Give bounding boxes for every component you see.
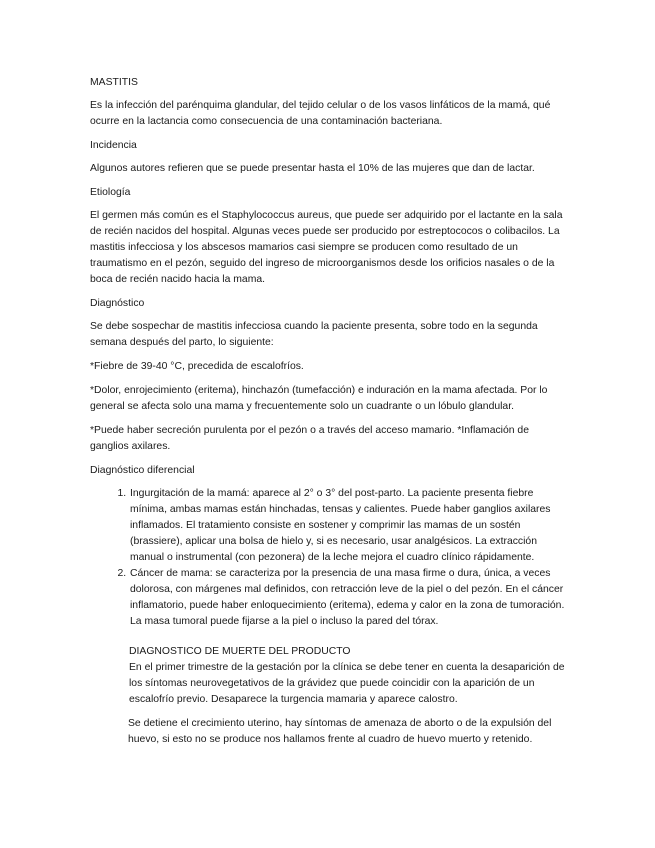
diagnostico-item-secrecion: *Puede haber secreción purulenta por el pezón o a través del acceso mamario. *Inflamación de ganglios axilares. [90,425,529,452]
muerte-heading: DIAGNOSTICO DE MUERTE DEL PRODUCTO [129,646,351,657]
diferencial-heading: Diagnóstico diferencial [90,465,195,476]
muerte-paragraph-2: Se detiene el crecimiento uterino, hay síntomas de amenaza de aborto o de la expulsión del huevo, si esto no se produce nos hallamos frente al cuadro de huevo muerto y retenido. [128,718,552,745]
diagnostico-item-fiebre: *Fiebre de 39-40 °C, precedida de escalofríos. [90,361,304,372]
diagnostico-item-dolor: *Dolor, enrojecimiento (eritema), hinchazón (tumefacción) e induración en la mama afectada. Por lo general se afecta solo una mama y frecuentemente solo un cuadrante o un lóbulo glandular. [90,385,548,412]
diagnostico-intro: Se debe sospechar de mastitis infecciosa cuando la paciente presenta, sobre todo en la segunda semana después del parto, lo siguiente: [90,321,538,348]
diagnostico-heading: Diagnóstico [90,298,145,309]
diferencial-list [90,486,565,630]
etiologia-paragraph: El germen más común es el Staphylococcus aureus, que puede ser adquirido por el lactante en la sala de recién nacidos del hospital. Algunas veces puede ser producido por estreptococos o colibacilos. La mastitis infecciosa y los abscesos mamarios casi siempre se producen como resultado de un traumatismo en el pezón, seguido del ingreso de microorganismos desde los orificios nasales o de la boca de recién nacido hacia la mama. [90,210,563,285]
list-item: 1. Ingurgitación de la mamá: aparece al 2° o 3° del post-parto. La paciente presenta fiebre mínima, ambas mamas están hinchadas, tensas y calientes. Puede haber ganglios axilares inflamados. El tratamiento consiste en sostener y comprimir las mamas de un sostén (brassiere), aplicar una bolsa de hielo y, si es necesario, usar analgésicos. La extracción manual o instrumental (con pezonera) de la leche mejora el cuadro clínico rápidamente. [129,486,565,566]
document-title: MASTITIS [90,77,138,88]
incidencia-heading: Incidencia [90,140,137,151]
list-item: 2. Cáncer de mama: se caracteriza por la presencia de una masa firme o dura, única, a veces dolorosa, con márgenes mal definidos, con retracción leve de la piel o del pezón. En el cáncer inflamatorio, puede haber enloquecimiento (eritema), edema y calor en la zona de tumoración. La masa tumoral puede fijarse a la piel o incluso la pared del tórax. [129,566,565,630]
definition-paragraph: Es la infección del parénquima glandular, del tejido celular o de los vasos linfáticos de la mamá, qué ocurre en la lactancia como consecuencia de una contaminación bacteriana. [90,100,551,127]
document-page [90,75,565,748]
incidencia-paragraph: Algunos autores refieren que se puede presentar hasta el 10% de las mujeres que dan de lactar. [90,163,535,174]
muerte-paragraph-1: En el primer trimestre de la gestación por la clínica se debe tener en cuenta la desaparición de los síntomas neurovegetativos de la grávidez que puede coincidir con la aparición de un escalofrío previo. Desaparece la turgencia mamaria y aparece calostro. [129,662,565,705]
etiologia-heading: Etiología [90,187,131,198]
